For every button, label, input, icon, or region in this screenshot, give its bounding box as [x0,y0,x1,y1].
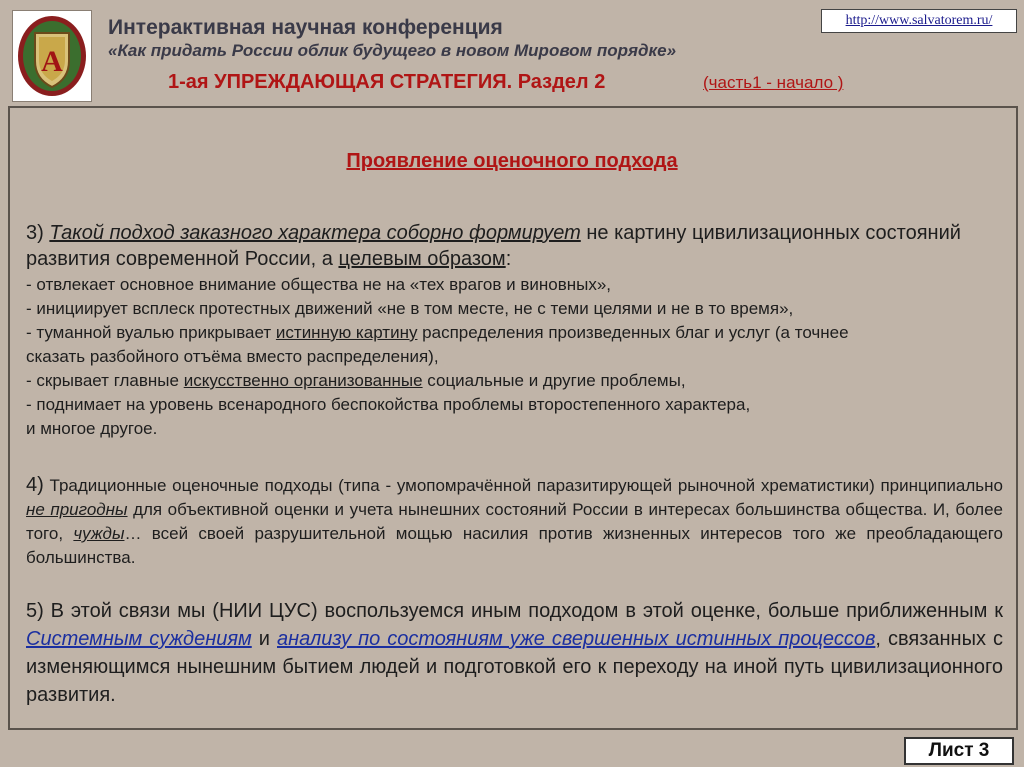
conference-title: Интерактивная научная конференция [108,16,503,39]
list-item: - поднимает на уровень всенародного беспокойства проблемы второстепенного характера, [26,395,751,414]
list-item-text: - скрывает главные [26,371,184,390]
header [0,0,1024,104]
paragraph-text: для объективной оценки и учета нынешних состояний России в интересах большинства общества. И, более того, [26,500,1003,543]
list-item: и многое другое. [26,419,158,438]
paragraph-text: : [505,248,512,270]
paragraph-number: 4) [26,474,44,496]
list-item [26,369,1006,393]
website-link-box[interactable] [821,9,1017,33]
section-heading [0,150,1024,173]
paragraph-number: 3) [26,222,44,244]
part-label: (часть1 - начало ) [703,73,844,92]
paragraph-3 [26,220,1003,272]
emphasis-text: чужды [73,524,125,543]
section-heading-text: Проявление оценочного подхода [346,150,678,172]
list-item-text: - туманной вуалью прикрывает [26,323,276,342]
conference-subtitle: «Как придать России облик будущего в новом Мировом порядке» [108,41,677,60]
underlined-text: искусственно организованные [183,371,423,390]
paragraph-text: не картину цивилизационных состояний развития современной России, а [26,222,961,270]
footer [8,734,1018,765]
emphasis-text: не пригодны [26,500,128,519]
paragraph-4 [26,473,1003,570]
paragraph-text: Традиционные оценочные подходы (типа - умопомрачённой паразитирующей рыночной хрематистики) принципиально [43,476,1003,495]
paragraph-text: , связанных с изменяющимся нынешним бытием людей и подготовкой его к переходу на иной путь цивилизационного развития. [26,628,1003,706]
underlined-text: целевым образом [338,248,506,270]
list-item: - инициирует всплеск протестных движений «не в том месте, не с теми целями и не в то время», [26,299,794,318]
strategy-title: 1-ая УПРЕЖДАЮЩАЯ СТРАТЕГИЯ. Раздел 2 [168,71,606,93]
logo [12,10,92,102]
svg-text:А: А [41,45,63,78]
paragraph-text: … всей своей разрушительной мощью насилия против жизненных интересов того же преобладающего большинства. [26,524,1003,567]
website-link[interactable]: http://www.salvatorem.ru/ [845,13,993,28]
bullet-list [26,273,1006,441]
list-item [26,321,1006,345]
paragraph-text: и [251,628,277,650]
list-item-text: социальные и другие проблемы, [422,371,686,390]
state-analysis-link[interactable]: анализу по состояниям уже свершенных истинных процессов [277,628,876,650]
list-item-text: распределения произведенных благ и услуг (а точнее [417,323,849,342]
list-item: сказать разбойного отъёма вместо распределения), [26,347,439,366]
list-item: - отвлекает основное внимание общества не на «тех врагов и виновных», [26,275,612,294]
system-judgments-link[interactable]: Системным суждениям [26,628,252,650]
underlined-text: истинную картину [275,323,418,342]
paragraph-text: 5) В этой связи мы (НИИ ЦУС) воспользуемся иным подходом в этой оценке, больше приближенным к [26,600,1003,622]
paragraph-5 [26,597,1003,709]
shield-emblem-icon [13,11,91,101]
emphasis-text: Такой подход заказного характера соборно формирует [49,222,581,244]
sheet-number: Лист 3 [904,737,1014,765]
